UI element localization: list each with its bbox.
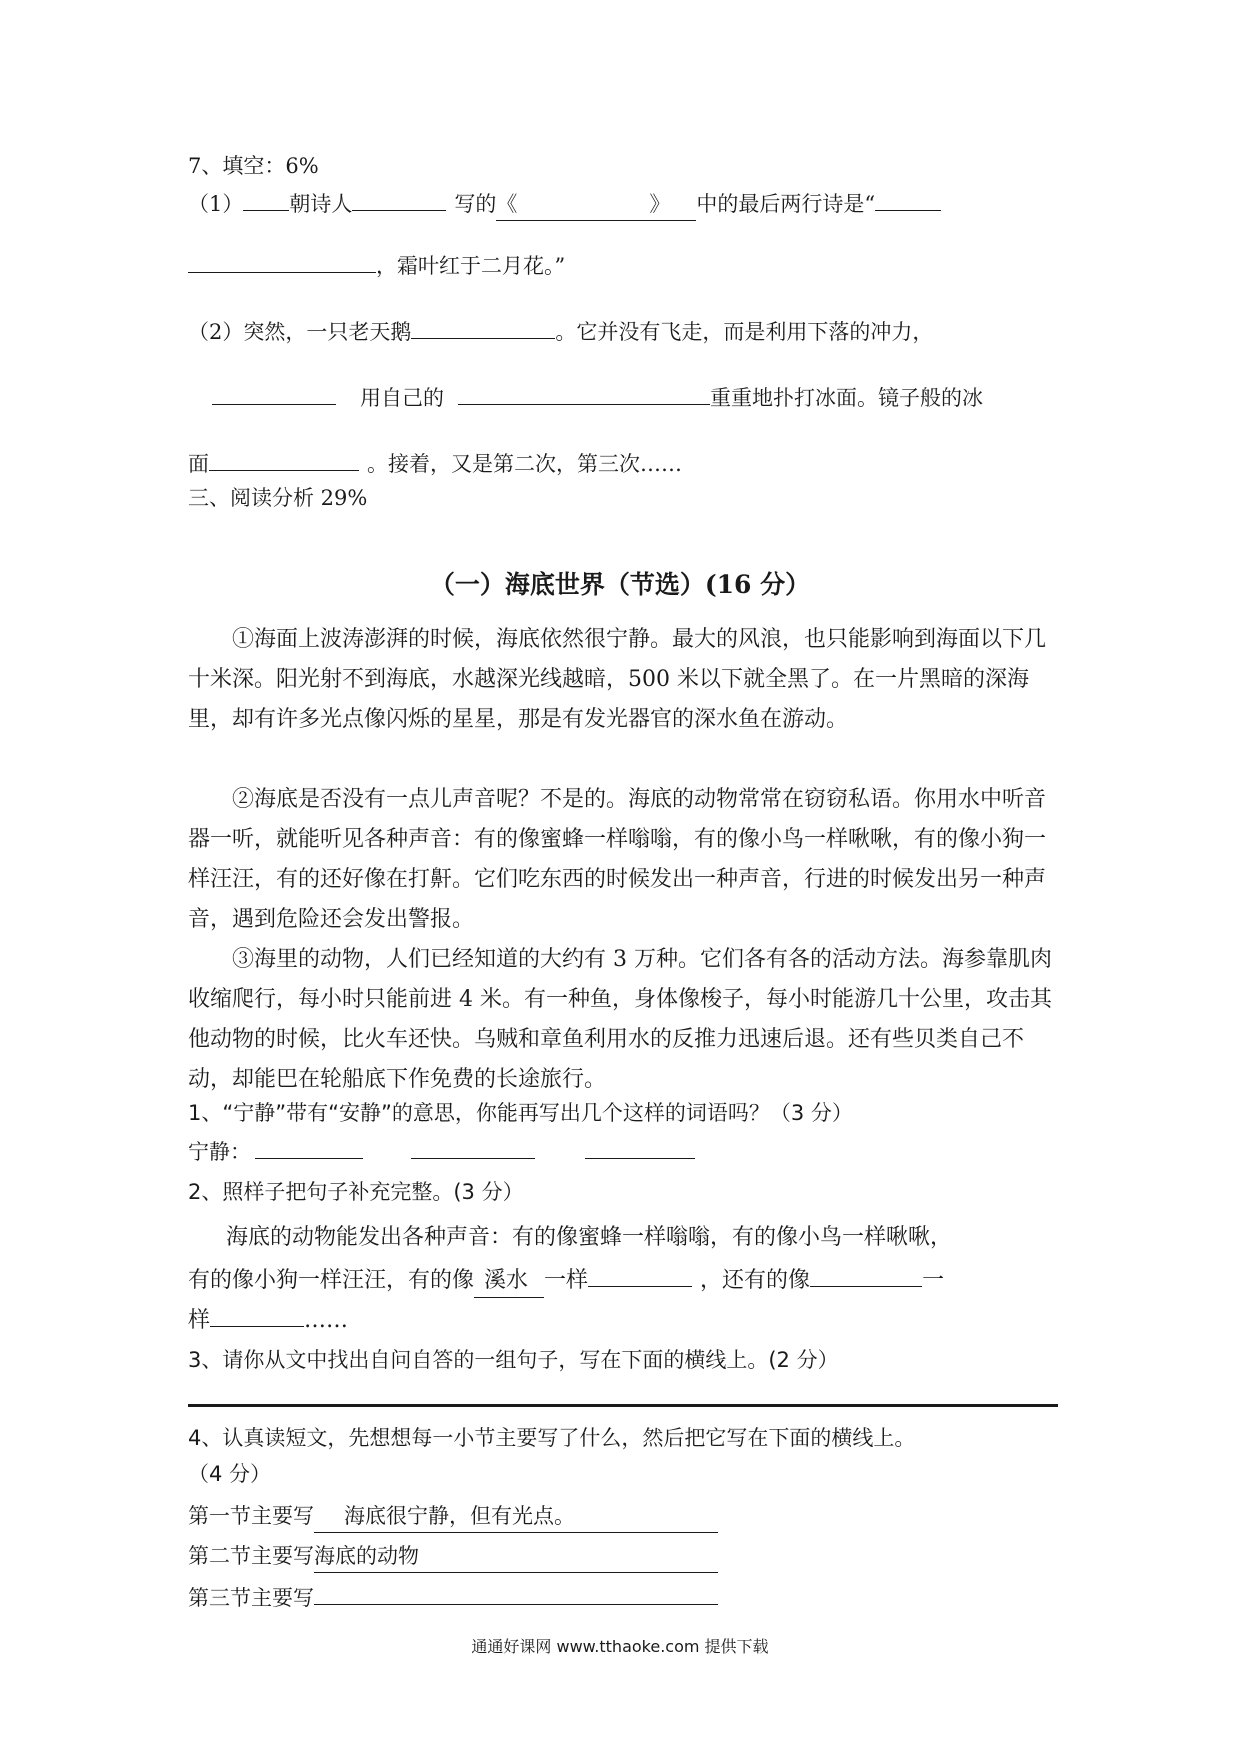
q7-s1-text3: 中的最后两行诗是“ <box>696 192 876 216</box>
question-2-line2 <box>188 1262 944 1298</box>
q2-text-d: 一 <box>922 1268 945 1293</box>
passage-paragraph-1: ①海面上波涛澎湃的时候，海底依然很宁静。最大的风浪，也只能影响到海面以下几十米深。阳光射不到海底，水越深光线越暗，500 米以下就全黑了。在一片黑暗的深海里，却有许多光点像闪烁的星星，那是有发光器官的深水鱼在游动。 <box>188 627 1047 732</box>
blank-q2-sound-2[interactable] <box>210 1302 304 1327</box>
blank-swan-body[interactable] <box>458 380 710 405</box>
q4-row-2-answer[interactable] <box>314 1540 718 1573</box>
q7-s1-close-bracket: 》 <box>649 192 671 216</box>
section-3-heading: 三、阅读分析 29% <box>188 486 368 510</box>
q7-s2-text2: 。它并没有飞走，而是利用下落的冲力， <box>555 320 934 344</box>
blank-synonym-2[interactable] <box>411 1134 535 1159</box>
q4-row-1-answer[interactable] <box>314 1500 718 1533</box>
question-3-answer-line[interactable] <box>188 1404 1058 1407</box>
passage-paragraph-2: ②海底是否没有一点儿声音呢？不是的。海底的动物常常在窃窃私语。你用水中听音器一听，就能听见各种声音：有的像蜜蜂一样嗡嗡，有的像小鸟一样啾啾，有的像小狗一样汪汪，有的还好像在打鼾。它们吃东西的时候发出一种声音，行进的时候发出另一种声音，遇到危险还会发出警报。 <box>188 787 1047 932</box>
q7-s1-num: （1） <box>188 192 244 216</box>
blank-poet[interactable] <box>352 186 446 211</box>
q7-sentence1-line1 <box>188 186 941 221</box>
q2-text-e: 样 <box>188 1308 211 1333</box>
blank-dynasty[interactable] <box>243 186 289 211</box>
q1-prefix: 宁静： <box>188 1140 251 1164</box>
q2-example-answer[interactable]: 溪水 <box>474 1265 544 1298</box>
question-1: 1、“宁静”带有“安静”的意思，你能再写出几个这样的词语吗？（3 分） <box>188 1101 853 1125</box>
blank-swan-action[interactable] <box>411 314 555 339</box>
q7-s2-text5: 面 <box>188 452 209 476</box>
q4-row-1-answer-text: 海底很宁静，但有光点。 <box>344 1504 575 1528</box>
q4-row-3-answer[interactable] <box>314 1580 718 1605</box>
blank-synonym-3[interactable] <box>585 1134 695 1159</box>
q2-text-c: ，还有的像 <box>700 1268 811 1293</box>
q4-row-2 <box>188 1540 718 1573</box>
q4-row-3 <box>188 1580 718 1614</box>
question-3: 3、请你从文中找出自问自答的一组句子，写在下面的横线上。(2 分） <box>188 1348 839 1372</box>
question-2-example: 海底的动物能发出各种声音：有的像蜜蜂一样嗡嗡，有的像小鸟一样啾啾， <box>226 1225 953 1250</box>
blank-q2-object[interactable] <box>810 1262 922 1287</box>
q4-row-1-label: 第一节主要写 <box>188 1504 314 1528</box>
q7-s1-text2: 写的 <box>454 192 497 216</box>
blank-ice-result[interactable] <box>209 446 359 471</box>
q4-row-2-label: 第二节主要写 <box>188 1544 314 1568</box>
q7-heading: 7、填空：6% <box>188 154 319 178</box>
blank-poem-line-b[interactable] <box>188 248 376 273</box>
q7-sentence2-line1 <box>188 314 933 348</box>
page-footer: 通通好课网 www.tthaoke.com 提供下载 <box>471 1637 769 1656</box>
q7-s2-text3: 用自己的 <box>360 386 444 410</box>
q4-row-2-answer-text: 海底的动物 <box>314 1544 419 1568</box>
question-2: 2、照样子把句子补充完整。(3 分） <box>188 1180 524 1204</box>
blank-poem-line-a[interactable] <box>875 186 941 211</box>
q7-s1-text: 朝诗人 <box>289 192 353 216</box>
q4-row-3-label: 第三节主要写 <box>188 1586 314 1610</box>
blank-q2-sound-1[interactable] <box>588 1262 692 1287</box>
q7-sentence1-line2 <box>188 248 565 282</box>
passage-title: （一）海底世界（节选）(16 分） <box>429 570 811 599</box>
q2-text-a: 有的像小狗一样汪汪，有的像 <box>188 1268 475 1293</box>
q7-s2-text4: 重重地扑打冰面。镜子般的冰 <box>710 386 983 410</box>
blank-swan-adverb[interactable] <box>212 380 336 405</box>
blank-synonym-1[interactable] <box>255 1134 363 1159</box>
question-4: 4、认真读短文，先想想每一小节主要写了什么，然后把它写在下面的横线上。 <box>188 1426 916 1450</box>
question-4-score: （4 分） <box>188 1462 272 1486</box>
q2-text-b: 一样 <box>544 1268 589 1293</box>
question-1-answer-line <box>188 1134 695 1168</box>
q2-text-f: …… <box>304 1308 349 1333</box>
question-2-line3 <box>188 1302 348 1337</box>
q7-s2-text1: （2）突然，一只老天鹅 <box>188 320 412 344</box>
q7-s2-text6: 。接着，又是第二次，第三次…… <box>367 452 682 476</box>
q7-sentence2-line2 <box>212 380 983 414</box>
passage-paragraph-3: ③海里的动物，人们已经知道的大约有 3 万种。它们各有各的活动方法。海参靠肌肉收缩爬行，每小时只能前进 4 米。有一种鱼，身体像梭子，每小时能游几十公里，攻击其他动物的时候，比火车还快。乌贼和章鱼利用水的反推力迅速后退。还有些贝类自己不动，却能巴在轮船底下作免费的长途旅行。 <box>188 947 1052 1092</box>
q7-sentence2-line3 <box>188 446 682 480</box>
q7-s1-open-bracket: 《 <box>496 192 518 216</box>
q7-s1-text4: ，霜叶红于二月花。” <box>376 254 566 278</box>
blank-poem-title[interactable] <box>496 188 696 221</box>
q4-row-1 <box>188 1500 718 1533</box>
